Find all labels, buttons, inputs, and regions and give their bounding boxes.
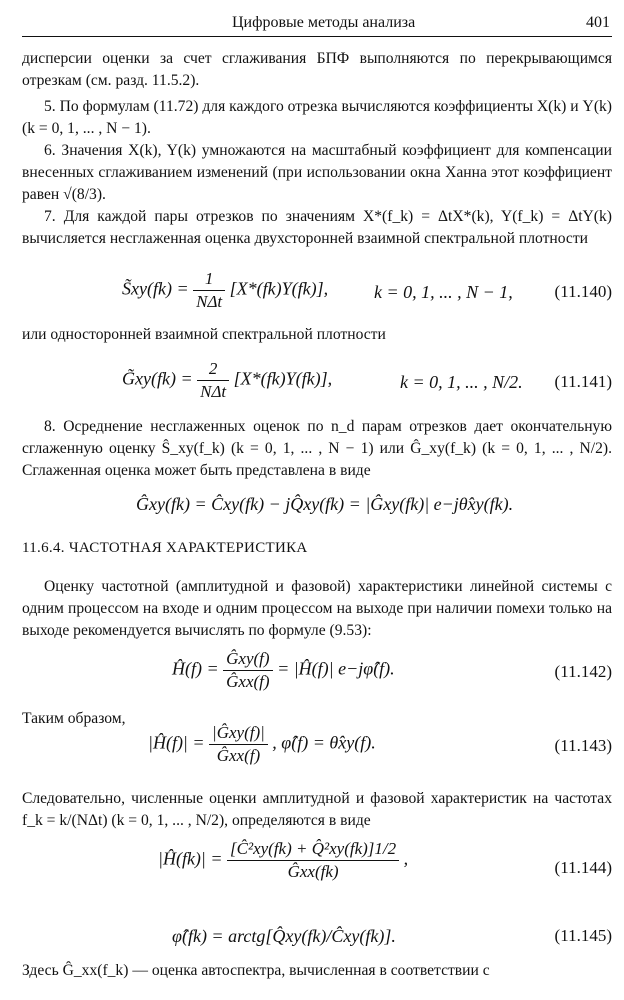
fraction [193,268,225,313]
formula-11-141 [22,354,612,410]
fraction-denominator: Ĝxx(f) [226,672,270,691]
paragraph-thus: Таким образом, [22,710,126,727]
formula-text: φ̂(fk) = arctg[Q̂xy(fk)/Ĉxy(fk)]. [172,926,396,946]
formula-text: Ĝxy(fk) = Ĉxy(fk) − jQ̂xy(fk) = |Ĝxy(fk)| e−jθ̂xy(fk). [136,494,514,514]
fraction [197,358,229,403]
paragraph-step-7: 7. Для каждой пары отрезков по значениям X*(f_k) = ΔtX*(k), Y(f_k) = ΔtY(k) вычисляется несглаженная оценка двухсторонней взаимной спектральной плотности [22,208,612,247]
page-number: 401 [586,14,610,31]
formula-lhs: |Ĥ(fk)| = [158,848,223,869]
paragraph-step-5: 5. По формулам (11.72) для каждого отрезка вычисляются коэффициенты X(k) и Y(k) (k = 0, 1, ... , N − 1). [22,98,612,137]
formula-11-142 [22,648,612,704]
formula-lhs: S̃xy(fk) = [122,278,189,299]
formula-lhs: Ĥ(f) = [172,658,219,679]
formula-11-140 [22,264,612,320]
formula-rhs: , [403,848,409,869]
equation-number: (11.142) [554,662,612,681]
page-header [22,6,612,37]
paragraph-consequently: Следовательно, численные оценки амплитудной и фазовой характеристик на частотах f_k = k/(NΔt) (k = 0, 1, ... , N/2), определяются в виде [22,790,612,829]
formula-range: k = 0, 1, ... , N − 1, [374,282,513,302]
fraction-denominator: NΔt [196,292,223,311]
fraction-denominator: Ĝxx(f) [216,746,261,765]
paragraph-frequency-response: Оценку частотной (амплитудной и фазовой) характеристики линейной системы с одним процессом на входе и одним процессом на выходе при наличии помехи только на выходе рекомендуется вычислять по формуле (9.53): [22,578,612,639]
equation-number: (11.140) [554,282,612,301]
equation-number: (11.145) [554,926,612,945]
fraction-numerator: |Ĝxy(f)| [209,722,268,745]
fraction-numerator: Ĝxy(f) [223,648,272,671]
equation-number: (11.141) [554,372,612,391]
formula-smoothed-estimate [22,490,612,520]
paragraph-continuation: дисперсии оценки за счет сглаживания БПФ выполняются по перекрывающимся отрезкам (см. разд. 11.5.2). [22,50,612,89]
formula-11-145 [22,926,612,956]
formula-lhs: G̃xy(fk) = [122,368,193,389]
formula-rhs: [X*(fk)Y(fk)], [233,368,333,389]
formula-rhs: [X*(fk)Y(fk)], [229,278,329,299]
fraction-denominator: Ĝxx(fk) [287,862,339,881]
fraction-numerator: 1 [193,268,225,291]
paragraph-step-6: 6. Значения X(k), Y(k) умножаются на масштабный коэффициент для компенсации внесенных сглаживанием изменений (при использовании окна Ханна этот коэффициент равен √(8/3). [22,142,612,203]
fraction-numerator: 2 [197,358,229,381]
section-heading: 11.6.4. ЧАСТОТНАЯ ХАРАКТЕРИСТИКА [22,540,308,556]
fraction [223,648,272,693]
fraction-numerator: [Ĉ²xy(fk) + Q̂²xy(fk)]1/2 [227,838,399,861]
paragraph-one-sided: или односторонней взаимной спектральной плотности [22,326,386,343]
formula-11-143 [22,722,612,778]
equation-number: (11.144) [554,858,612,877]
fraction [209,722,268,767]
running-title: Цифровые методы анализа [232,14,416,31]
formula-11-144 [22,838,612,898]
formula-rhs: , φ̂(f) = θ̂xy(f). [272,732,376,753]
formula-range: k = 0, 1, ... , N/2. [400,372,523,392]
equation-number: (11.143) [554,736,612,755]
fraction-denominator: NΔt [200,382,227,401]
paragraph-here: Здесь Ĝ_xx(f_k) — оценка автоспектра, вычисленная в соответствии с [22,962,490,979]
fraction [227,838,399,883]
formula-lhs: |Ĥ(f)| = [148,732,205,753]
paragraph-step-8: 8. Осреднение несглаженных оценок по n_d парам отрезков дает окончательную сглаженную оценку Ŝ_xy(f_k) (k = 0, 1, ... , N − 1) или Ĝ_xy(f_k) (k = 0, 1, ... , N/2). Сглаженная оценка может быть представлена в виде [22,418,612,479]
formula-rhs: = |Ĥ(f)| e−jφ̂(f). [277,658,395,679]
